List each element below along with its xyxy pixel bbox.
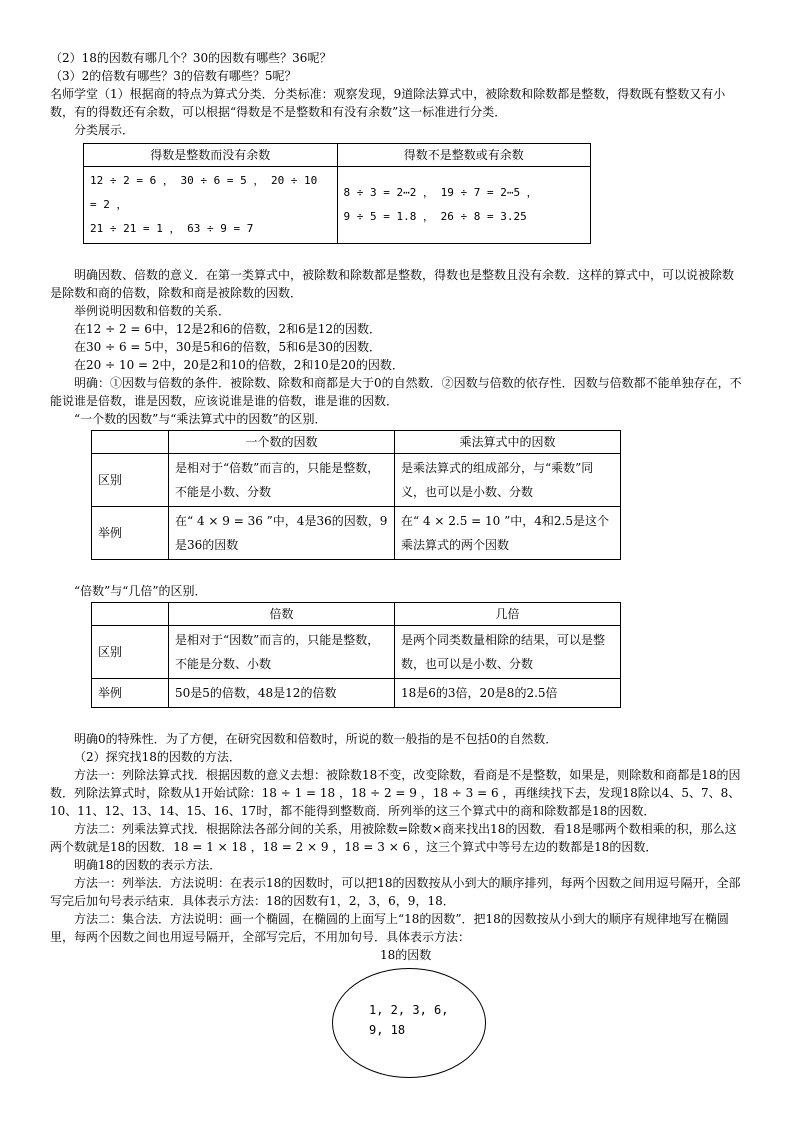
paragraph: 明确0的特殊性．为了方便，在研究因数和倍数时，所说的数一般指的是不包括0的自然数． bbox=[74, 732, 558, 746]
paragraph: 方法二：列乘法算式找．根据除法各部分间的关系，用被除数=除数×商来找出18的因数．看18是哪两个数相乘的积，那么这两个数就是18的因数．18 = 1 × 18 ，18 = 2 × 9 ，18 = 3 × 6 ，这三个算式中等号左边的数都是18的因数． bbox=[50, 822, 737, 854]
table-header bbox=[92, 603, 169, 626]
table-cell: 是乘法算式的组成部分，与“乘数”同义，也可以是小数、分数 bbox=[395, 454, 621, 507]
table-header: 一个数的因数 bbox=[169, 431, 395, 454]
table-cell bbox=[84, 167, 338, 244]
set-contents bbox=[369, 1000, 448, 1040]
table-cell bbox=[337, 167, 591, 244]
paragraph: “一个数的因数”与“乘法算式中的因数”的区别． bbox=[74, 412, 327, 426]
table-cell: 50是5的倍数，48是12的倍数 bbox=[169, 679, 395, 708]
paragraph: “倍数”与“几倍”的区别． bbox=[74, 584, 207, 598]
table-cell-line: 12 ÷ 2 = 6 ， 30 ÷ 6 = 5 ， 20 ÷ 10 = 2 ， bbox=[90, 174, 318, 211]
table-row-label: 举例 bbox=[92, 679, 169, 708]
table-header: 得数不是整数或有余数 bbox=[337, 144, 591, 167]
table-row-label: 区别 bbox=[92, 454, 169, 507]
table-cell: 是相对于“倍数”而言的，只能是整数，不能是小数、分数 bbox=[169, 454, 395, 507]
table-cell: 是相对于“因数”而言的，只能是整数，不能是分数、小数 bbox=[169, 626, 395, 679]
set-line: 9, 18 bbox=[369, 1023, 406, 1037]
factor-set-diagram bbox=[50, 946, 744, 1081]
paragraph: （2）探究找18的因数的方法． bbox=[74, 750, 241, 764]
document-page bbox=[50, 49, 744, 1081]
paragraph: 方法一：列除法算式找．根据因数的意义去想：被除数18不变，改变除数，看商是不是整数，如果是，则除数和商都是18的因数．列除法算式时，除数从1开始试除：18 ÷ 1 = 18 ，18 ÷ 2 = 9 ，18 ÷ 3 = 6 ，再继续找下去，发现18除以4、5、7、8、10、11、12、13、14、15、16、17时，都不能得到整数商．所列举的这三个算式中的商和除数都是18的因数． bbox=[50, 768, 741, 818]
classification-table bbox=[83, 143, 591, 244]
table-header: 得数是整数而没有余数 bbox=[84, 144, 338, 167]
table-row-label: 举例 bbox=[92, 507, 169, 560]
table-header: 几倍 bbox=[395, 603, 621, 626]
paragraph: 方法一：列举法．方法说明：在表示18的因数时，可以把18的因数按从小到大的顺序排列，每两个因数之间用逗号隔开，全部写完后加句号表示结束．具体表示方法：18的因数有1，2，3，6，9，18． bbox=[50, 876, 741, 908]
set-ellipse bbox=[332, 968, 486, 1078]
table-header: 乘法算式中的因数 bbox=[395, 431, 621, 454]
teacher-lesson-intro: 名师学堂（1）根据商的特点为算式分类．分类标准：观察发现，9道除法算式中，被除数和除数都是整数，得数既有整数又有小数，有的得数还有余数，可以根据“得数是不是整数和有没有余数”这一标准进行分类． bbox=[50, 87, 726, 119]
table-cell-line: 8 ÷ 3 = 2⋯2 ， 19 ÷ 7 = 2⋯5 ， bbox=[343, 186, 538, 199]
factor-comparison-table bbox=[91, 430, 621, 560]
question-2: （2）18的因数有哪几个？30的因数有哪些？36呢？ bbox=[50, 51, 332, 65]
table-cell: 在“ 4 × 9 = 36 ”中，4是36的因数，9是36的因数 bbox=[169, 507, 395, 560]
paragraph: 在12 ÷ 2 = 6中，12是2和6的倍数，2和6是12的因数． bbox=[74, 322, 381, 336]
paragraph: 举例说明因数和倍数的关系． bbox=[74, 304, 231, 318]
table-cell: 是两个同类数量相除的结果，可以是整数，也可以是小数、分数 bbox=[395, 626, 621, 679]
paragraph: 方法二：集合法．方法说明：画一个椭圆，在椭圆的上面写上“18的因数”．把18的因数按从小到大的顺序有规律地写在椭圆里，每两个因数之间也用逗号隔开，全部写完后，不用加句号．具体表示方法： bbox=[50, 912, 729, 944]
multiple-comparison-table bbox=[91, 602, 621, 708]
paragraph: 明确：①因数与倍数的条件．被除数、除数和商都是大于0的自然数．②因数与倍数的依存性．因数与倍数都不能单独存在，不能说谁是倍数，谁是因数，应该说谁是谁的倍数，谁是谁的因数． bbox=[50, 376, 742, 408]
set-title: 18的因数 bbox=[380, 948, 432, 962]
table-row-label: 区别 bbox=[92, 626, 169, 679]
table-cell-line: 9 ÷ 5 = 1.8 ， 26 ÷ 8 = 3.25 bbox=[343, 210, 527, 223]
paragraph: 在30 ÷ 6 = 5中，30是5和6的倍数，5和6是30的因数． bbox=[74, 340, 381, 354]
set-line: 1, 2, 3, 6, bbox=[369, 1003, 449, 1017]
table-header: 倍数 bbox=[169, 603, 395, 626]
paragraph: 明确因数、倍数的意义．在第一类算式中，被除数和除数都是整数，得数也是整数且没有余数．这样的算式中，可以说被除数是除数和商的倍数，除数和商是被除数的因数． bbox=[50, 268, 735, 300]
table-header bbox=[92, 431, 169, 454]
paragraph: 在20 ÷ 10 = 2中，20是2和10的倍数，2和10是20的因数． bbox=[74, 358, 404, 372]
question-3: （3）2的倍数有哪些？3的倍数有哪些？5呢？ bbox=[50, 69, 297, 83]
classification-heading: 分类展示． bbox=[74, 123, 135, 137]
table-cell: 18是6的3倍，20是8的2.5倍 bbox=[395, 679, 621, 708]
paragraph: 明确18的因数的表示方法． bbox=[74, 858, 222, 872]
table-cell: 在“ 4 × 2.5 = 10 ”中，4和2.5是这个乘法算式的两个因数 bbox=[395, 507, 621, 560]
table-cell-line: 21 ÷ 21 = 1 ， 63 ÷ 9 = 7 bbox=[90, 222, 254, 235]
